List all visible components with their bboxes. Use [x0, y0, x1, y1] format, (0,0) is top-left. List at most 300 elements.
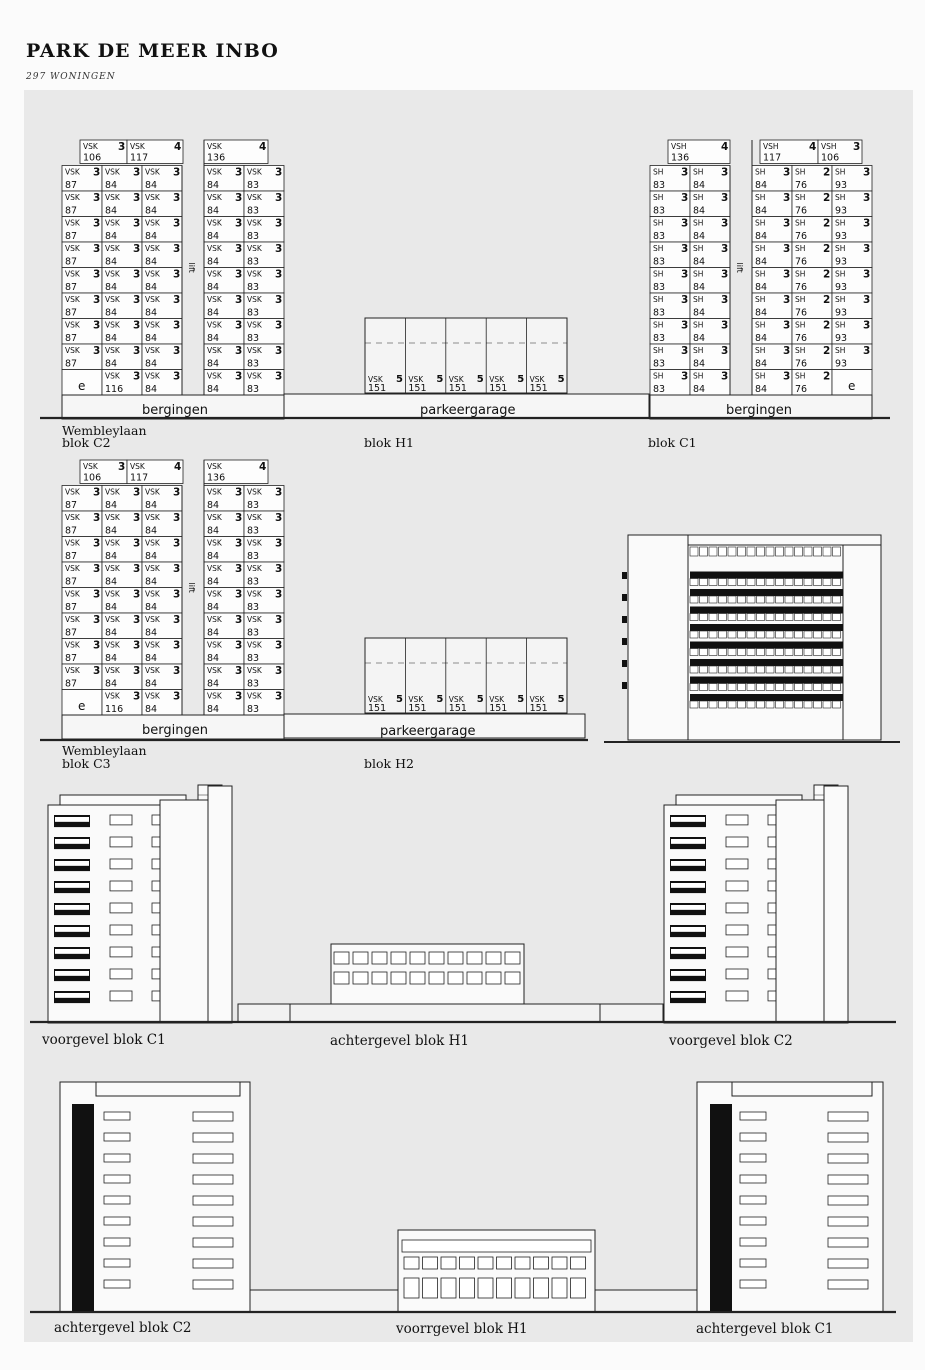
unit-type: SH	[693, 320, 704, 330]
window-unit	[776, 666, 784, 673]
unit-rooms: 3	[173, 614, 181, 626]
unit-size: 83	[653, 231, 666, 242]
balcony-rail	[193, 1112, 233, 1121]
unit-rooms: 3	[133, 486, 141, 499]
unit-type: SH	[653, 269, 664, 279]
window-unit	[719, 701, 727, 708]
unit-rooms: 3	[93, 563, 101, 575]
unit-size: 83	[653, 282, 666, 293]
unit-rooms: 3	[133, 268, 141, 281]
unit-type: VSK	[207, 193, 222, 202]
window-unit	[757, 631, 765, 638]
window-unit	[833, 631, 841, 638]
unit-type: VSK	[247, 640, 262, 650]
unit-size: 83	[653, 256, 666, 268]
unit-type: VSK	[207, 462, 222, 471]
unit-rooms: 3	[783, 370, 791, 383]
unit-type: VSK	[65, 320, 80, 330]
unit-type: SH	[795, 371, 806, 381]
window-unit	[804, 631, 812, 638]
unit-type: VSK	[65, 218, 80, 228]
unit-type: VSK	[65, 589, 80, 599]
balcony-rail	[55, 861, 89, 866]
unit-type: SH	[693, 167, 704, 177]
window-unit	[486, 952, 501, 964]
unit-size: 136	[671, 152, 690, 164]
window-unit	[690, 614, 698, 621]
unit-type: VSK	[65, 167, 80, 177]
unit-size: 84	[145, 525, 158, 537]
window-unit	[353, 972, 368, 984]
window-unit	[726, 859, 748, 869]
balcony-rail	[193, 1196, 233, 1205]
unit-rooms: 3	[863, 192, 871, 204]
unit-rooms: 2	[823, 217, 831, 230]
unit-type: VSK	[145, 615, 160, 624]
unit-rooms: 3	[235, 319, 243, 332]
unit-rooms: 4	[259, 141, 267, 153]
window-unit	[690, 684, 698, 691]
unit-size: 87	[65, 358, 78, 370]
balcony-rail	[55, 949, 89, 954]
unit-type: VSK	[105, 564, 120, 573]
unit-type: SH	[693, 218, 704, 228]
window-unit	[833, 614, 841, 621]
unit-type: VSK	[105, 640, 120, 650]
unit-size: 151	[489, 383, 508, 394]
unit-size: 84	[145, 678, 158, 690]
unit-size: 83	[247, 653, 260, 664]
caption-voorgevel-c2: voorgevel blok C2	[669, 1033, 793, 1049]
unit-rooms: 3	[173, 192, 181, 204]
dark-core	[710, 1104, 732, 1312]
balcony-rail	[55, 993, 89, 998]
unit-rooms: 3	[721, 243, 729, 255]
unit-rooms: 3	[173, 243, 181, 255]
window-unit	[726, 815, 748, 825]
unit-label: e	[848, 379, 856, 393]
caption-achtergevel-h1: achtergevel blok H1	[330, 1033, 469, 1049]
window-unit	[110, 947, 132, 957]
window-unit	[738, 684, 746, 691]
unit-size: 87	[65, 653, 78, 664]
balcony-rail	[55, 927, 89, 932]
unit-size: 93	[835, 282, 848, 293]
unit-rooms: 3	[783, 294, 791, 306]
section-blok-c2	[62, 140, 284, 419]
window-unit	[776, 684, 784, 691]
unit-label: e	[78, 699, 86, 713]
window-unit	[726, 947, 748, 957]
unit-type: VSK	[207, 269, 222, 279]
unit-size: 84	[693, 282, 706, 293]
window-unit	[795, 649, 803, 656]
unit-size: 84	[145, 231, 158, 242]
unit-rooms: 5	[557, 694, 565, 705]
unit-size: 84	[105, 678, 118, 690]
unit-size: 84	[145, 653, 158, 664]
unit-type: SH	[653, 371, 664, 381]
unit-rooms: 3	[275, 294, 283, 306]
unit-size: 87	[65, 678, 78, 690]
unit-type: VSK	[130, 142, 145, 151]
unit-size: 83	[247, 358, 260, 370]
window-unit	[776, 631, 784, 638]
elevation-achtergevel-c2	[60, 1082, 250, 1312]
window-unit	[460, 1257, 475, 1269]
window-unit	[709, 666, 717, 673]
unit-size: 84	[693, 307, 706, 319]
window-unit	[804, 547, 812, 556]
window-unit	[757, 684, 765, 691]
unit-rooms: 3	[235, 563, 243, 575]
door-unit	[497, 1278, 512, 1298]
unit-type: SH	[755, 269, 766, 279]
unit-type: VSK	[247, 564, 262, 573]
unit-size: 83	[653, 384, 666, 395]
unit-rooms: 3	[275, 486, 283, 499]
unit-type: VSK	[247, 269, 262, 279]
unit-rooms: 3	[93, 268, 101, 281]
unit-rooms: 5	[396, 374, 403, 385]
unit-rooms: 3	[783, 243, 791, 255]
window-unit	[823, 547, 831, 556]
unit-size: 106	[83, 472, 102, 484]
unit-size: 84	[105, 231, 118, 242]
window-unit	[552, 1257, 567, 1269]
unit-rooms: 3	[93, 319, 101, 332]
unit-rooms: 3	[133, 345, 141, 357]
unit-rooms: 3	[235, 639, 243, 652]
window-unit	[104, 1112, 130, 1120]
unit-type: VSK	[489, 375, 505, 384]
unit-type: SH	[653, 167, 664, 177]
unit-type: VSK	[207, 320, 222, 330]
unit-size: 84	[145, 282, 158, 293]
unit-rooms: 3	[783, 319, 791, 332]
unit-type: SH	[693, 346, 704, 355]
unit-rooms: 3	[275, 370, 283, 383]
unit-size: 84	[755, 256, 768, 268]
window-unit	[728, 631, 736, 638]
unit-rooms: 3	[681, 319, 689, 332]
window-unit	[104, 1280, 130, 1288]
unit-rooms: 3	[863, 294, 871, 306]
window-unit	[700, 666, 708, 673]
window-unit	[726, 969, 748, 979]
unit-type: SH	[795, 320, 806, 330]
unit-rooms: 3	[173, 166, 181, 179]
window-unit	[700, 547, 708, 556]
window-unit	[719, 684, 727, 691]
unit-rooms: 3	[173, 294, 181, 306]
page-subtitle: 297 WONINGEN	[26, 72, 116, 82]
unit-size: 84	[145, 333, 158, 344]
storage-label: bergingen	[142, 403, 208, 418]
unit-type: VSK	[145, 589, 160, 599]
unit-rooms: 3	[235, 486, 243, 499]
balcony-rail	[193, 1259, 233, 1268]
unit-size: 83	[653, 307, 666, 319]
window-unit	[467, 952, 482, 964]
unit-type: VSK	[65, 295, 80, 304]
caption-street-c3: Wembleylaan	[62, 743, 147, 758]
unit-rooms: 3	[275, 665, 283, 677]
unit-type: SH	[835, 295, 846, 304]
unit-size: 83	[247, 602, 260, 613]
unit-rooms: 3	[93, 537, 101, 550]
unit-size: 76	[795, 358, 808, 370]
unit-size: 84	[755, 384, 768, 395]
unit-size: 84	[145, 307, 158, 319]
window-unit	[738, 649, 746, 656]
balcony-rail	[671, 993, 705, 998]
window-unit	[726, 837, 748, 847]
unit-rooms: 3	[853, 141, 861, 153]
unit-rooms: 3	[275, 639, 283, 652]
unit-size: 84	[207, 358, 220, 370]
window-unit	[804, 596, 812, 603]
unit-size: 117	[130, 472, 149, 484]
unit-size: 76	[795, 333, 808, 344]
unit-type: SH	[693, 244, 704, 253]
unit-type: VSK	[408, 695, 424, 704]
unit-type: VSK	[207, 487, 222, 497]
elevation-voorgevel-h1	[250, 1230, 712, 1312]
unit-size: 84	[693, 180, 706, 191]
unit-size: 84	[105, 180, 118, 191]
vent-mark	[622, 638, 627, 645]
unit-type: VSK	[368, 695, 383, 704]
window-unit	[747, 666, 755, 673]
unit-type: VSK	[65, 346, 80, 355]
balcony-rail	[828, 1112, 868, 1121]
unit-size: 83	[247, 180, 260, 191]
unit-type: VSK	[145, 666, 160, 675]
unit-rooms: 3	[173, 370, 181, 383]
unit-rooms: 3	[275, 563, 283, 575]
unit-size: 116	[105, 704, 124, 715]
unit-rooms: 3	[235, 690, 243, 703]
unit-rooms: 3	[275, 217, 283, 230]
plinth	[250, 1290, 398, 1312]
window-unit	[833, 666, 841, 673]
unit-type: VSK	[529, 695, 545, 704]
vent-mark	[622, 682, 627, 689]
window-unit	[709, 631, 717, 638]
tower-core	[824, 786, 848, 1023]
unit-rooms: 3	[93, 192, 101, 204]
window-unit	[728, 684, 736, 691]
unit-size: 84	[105, 653, 118, 664]
unit-size: 84	[145, 384, 158, 395]
unit-type: VSK	[247, 513, 262, 522]
window-unit	[757, 666, 765, 673]
unit-size: 87	[65, 551, 78, 562]
unit-size: 76	[795, 307, 808, 319]
unit-type: VSK	[65, 640, 80, 650]
window-unit	[747, 579, 755, 586]
window-unit	[728, 596, 736, 603]
unit-type: SH	[653, 295, 664, 304]
unit-type: SH	[653, 346, 664, 355]
unit-rooms: 3	[118, 461, 126, 473]
unit-rooms: 3	[681, 243, 689, 255]
unit-size: 84	[693, 384, 706, 395]
unit-rooms: 3	[275, 537, 283, 550]
unit-rooms: 3	[133, 217, 141, 230]
unit-size: 93	[835, 307, 848, 319]
window-unit	[728, 701, 736, 708]
window-unit	[410, 972, 425, 984]
window-unit	[766, 684, 774, 691]
unit-size: 84	[105, 551, 118, 562]
garage-label: parkeergarage	[380, 724, 476, 739]
window-unit	[795, 684, 803, 691]
balcony-rail	[671, 839, 705, 844]
window-unit	[534, 1257, 549, 1269]
unit-type: VSK	[65, 269, 80, 279]
unit-size: 84	[145, 602, 158, 613]
unit-rooms: 3	[863, 166, 871, 179]
unit-rooms: 2	[823, 319, 831, 332]
unit-rooms: 3	[721, 166, 729, 179]
unit-type: VSK	[207, 244, 222, 253]
window-unit	[515, 1257, 530, 1269]
window-unit	[738, 631, 746, 638]
window-unit	[740, 1259, 766, 1267]
unit-type: VSK	[145, 295, 160, 304]
side-volume	[843, 545, 881, 740]
unit-size: 83	[653, 180, 666, 191]
door-unit	[423, 1278, 438, 1298]
window-unit	[104, 1133, 130, 1141]
unit-size: 87	[65, 627, 78, 639]
unit-rooms: 3	[275, 588, 283, 601]
unit-rooms: 3	[93, 294, 101, 306]
window-unit	[110, 881, 132, 891]
balcony-rail	[828, 1196, 868, 1205]
window-unit	[372, 972, 387, 984]
window-unit	[757, 579, 765, 586]
window-unit	[823, 649, 831, 656]
unit-size: 84	[207, 180, 220, 191]
balcony-rail	[828, 1259, 868, 1268]
window-unit	[700, 614, 708, 621]
unit-rooms: 2	[823, 345, 831, 357]
unit-type: SH	[755, 218, 766, 228]
unit-size: 84	[145, 500, 158, 511]
window-unit	[110, 925, 132, 935]
window-unit	[785, 579, 793, 586]
unit-rooms: 3	[173, 690, 181, 703]
unit-rooms: 3	[133, 665, 141, 677]
unit-size: 84	[105, 205, 118, 217]
unit-rooms: 3	[863, 345, 871, 357]
unit-rooms: 3	[133, 639, 141, 652]
unit-size: 83	[247, 282, 260, 293]
unit-rooms: 3	[173, 639, 181, 652]
unit-size: 106	[821, 152, 840, 164]
window-unit	[738, 596, 746, 603]
unit-size: 84	[207, 627, 220, 639]
unit-rooms: 3	[275, 192, 283, 204]
balcony-band	[690, 642, 843, 649]
unit-size: 84	[145, 180, 158, 191]
balcony-band	[690, 572, 843, 579]
garage-label: parkeergarage	[420, 403, 516, 418]
unit-type: VSK	[65, 513, 80, 522]
window-unit	[776, 596, 784, 603]
unit-size: 87	[65, 333, 78, 344]
window-unit	[372, 952, 387, 964]
unit-size: 84	[105, 256, 118, 268]
unit-size: 84	[207, 551, 220, 562]
unit-size: 83	[247, 205, 260, 217]
unit-type: VSK	[105, 193, 120, 202]
unit-rooms: 3	[721, 319, 729, 332]
unit-type: VSH	[671, 142, 687, 151]
unit-type: SH	[693, 269, 704, 279]
window-unit	[410, 952, 425, 964]
window-unit	[429, 952, 444, 964]
unit-size: 84	[145, 576, 158, 588]
window-unit	[700, 631, 708, 638]
unit-rooms: 4	[174, 141, 182, 153]
window-unit	[478, 1257, 493, 1269]
unit-rooms: 3	[133, 166, 141, 179]
window-unit	[747, 614, 755, 621]
window-unit	[700, 579, 708, 586]
balcony-rail	[828, 1154, 868, 1163]
unit-type: VSK	[207, 513, 222, 522]
unit-size: 83	[247, 525, 260, 537]
window-unit	[728, 649, 736, 656]
unit-size: 83	[653, 205, 666, 217]
unit-type: VSK	[207, 640, 222, 650]
elevation-achtergevel-h1	[238, 944, 663, 1022]
window-unit	[804, 666, 812, 673]
unit-rooms: 3	[133, 512, 141, 524]
unit-rooms: 3	[118, 141, 126, 153]
window-unit	[505, 952, 520, 964]
window-unit	[795, 596, 803, 603]
unit-type: VSK	[448, 695, 464, 704]
unit-size: 76	[795, 256, 808, 268]
unit-rooms: 3	[783, 268, 791, 281]
window-unit	[740, 1154, 766, 1162]
unit-type: SH	[795, 269, 806, 279]
window-unit	[823, 666, 831, 673]
unit-size: 84	[693, 231, 706, 242]
window-unit	[766, 614, 774, 621]
unit-label: e	[78, 379, 86, 393]
unit-rooms: 3	[275, 512, 283, 524]
unit-size: 84	[105, 358, 118, 370]
unit-size: 93	[835, 205, 848, 217]
unit-size: 84	[105, 525, 118, 537]
window-unit	[823, 614, 831, 621]
vent-mark	[622, 660, 627, 667]
window-unit	[728, 547, 736, 556]
door-unit	[571, 1278, 586, 1298]
window-unit	[104, 1238, 130, 1246]
door-unit	[534, 1278, 549, 1298]
unit-rooms: 3	[93, 639, 101, 652]
unit-size: 83	[653, 358, 666, 370]
unit-rooms: 3	[173, 217, 181, 230]
vent-mark	[622, 572, 627, 579]
